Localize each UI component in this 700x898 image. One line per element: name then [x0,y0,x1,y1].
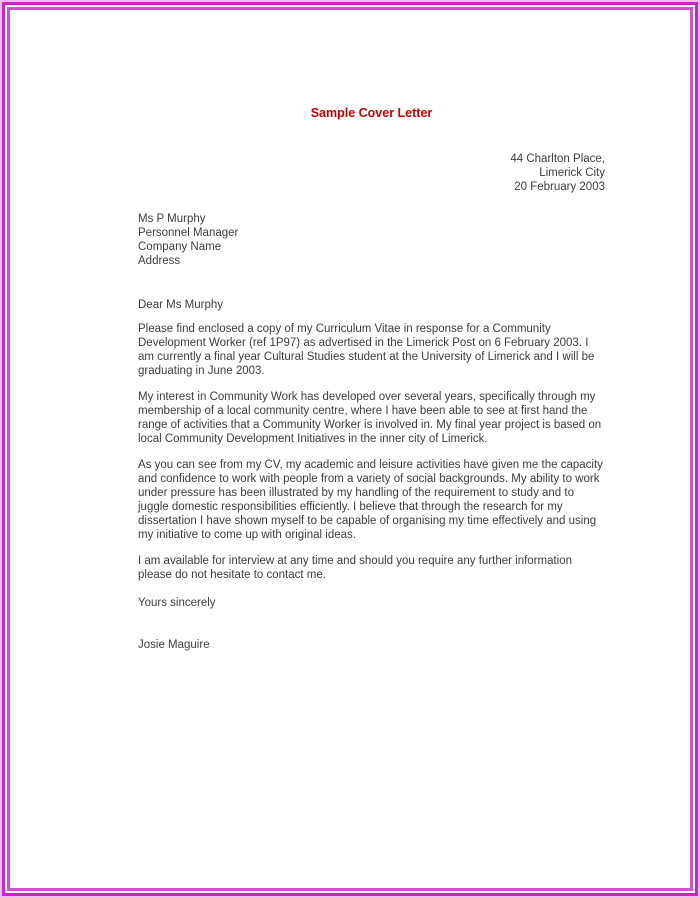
recipient-address-block [138,212,605,268]
body-paragraph-4: I am available for interview at any time and should you require any further information please do not hesitate to contact me. [138,555,573,581]
letter-title: Sample Cover Letter [310,106,433,120]
closing-line: Yours sincerely [138,597,216,609]
recipient-name: Ms P Murphy [138,213,206,225]
recipient-address: Address [138,255,181,267]
decorative-border-inner [7,7,693,891]
decorative-border-gap [5,5,695,893]
letter-date: 20 February 2003 [514,181,605,193]
recipient-company: Company Name [138,241,222,253]
sender-city: Limerick City [539,167,605,179]
recipient-role: Personnel Manager [138,227,239,239]
letter-page [10,10,690,888]
body-paragraph-3: As you can see from my CV, my academic and leisure activities have given me the capacity and confidence to work with people from a variety of social backgrounds. My ability to work under pressure has been illustrated by my handling of the requirement to study and to juggle domestic responsibilities efficiently. I believe that through the research for my dissertation I have shown myself to be capable of organising my time effectively and using my initiative to come up with original ideas. [138,459,603,541]
decorative-border-magenta [2,2,698,896]
sender-address-block [138,152,605,194]
signature-name: Josie Maguire [138,639,210,651]
salutation: Dear Ms Murphy [138,299,223,311]
body-paragraph-1: Please find enclosed a copy of my Curriculum Vitae in response for a Community Development Worker (ref 1P97) as advertised in the Limerick Post on 6 February 2003. I am currently a final year Cultural Studies student at the University of Limerick and I will be graduating in June 2003. [138,323,595,377]
sender-street: 44 Charlton Place, [510,153,605,165]
body-paragraph-2: My interest in Community Work has developed over several years, specifically through my membership of a local community centre, where I have been able to see at first hand the range of activities that a Community Worker is involved in. My final year project is based on local Community Development Initiatives in the inner city of Limerick. [138,391,602,445]
